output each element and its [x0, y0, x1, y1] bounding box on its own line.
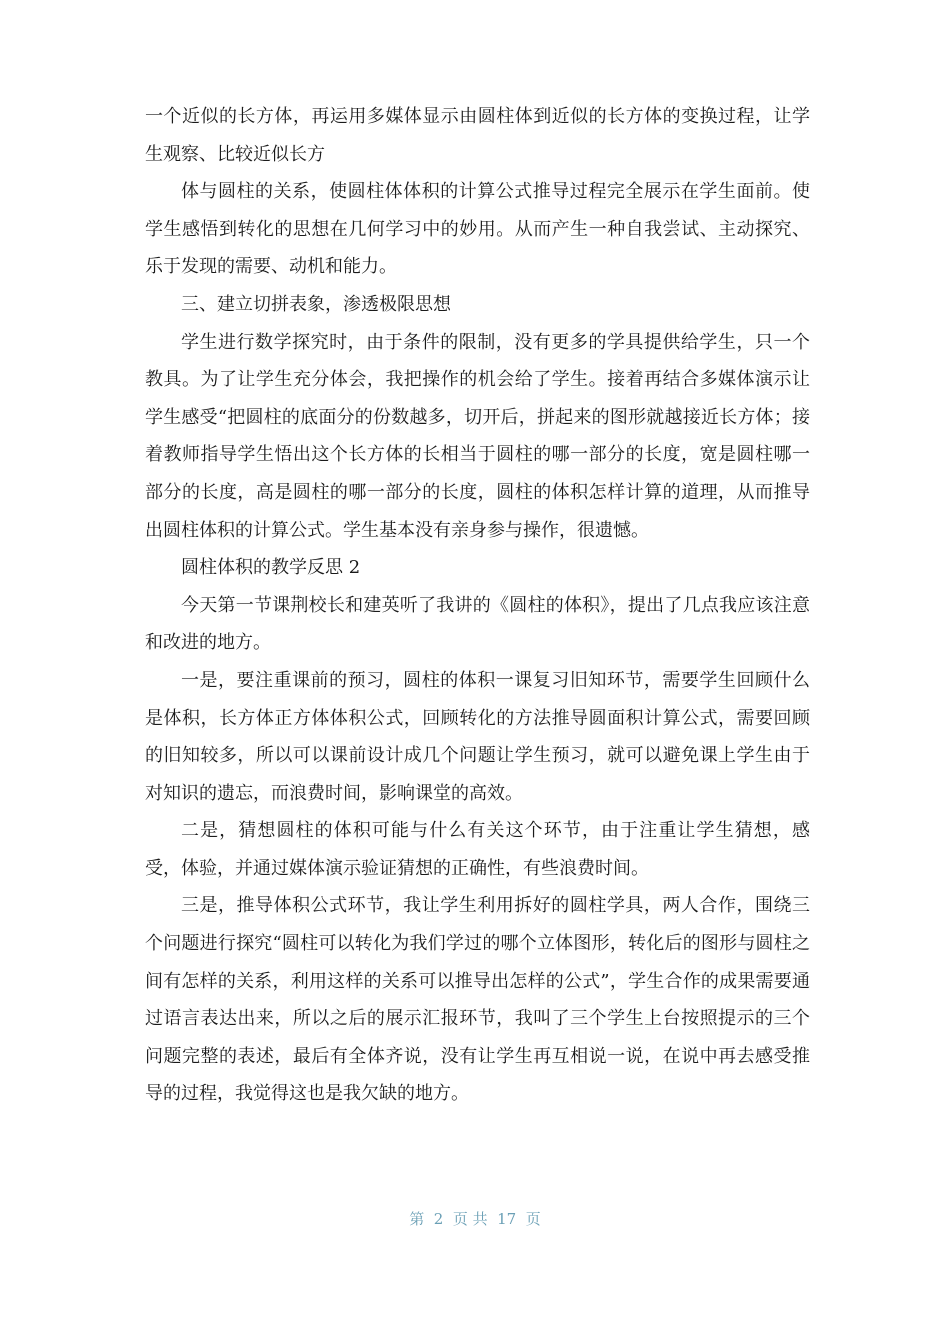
page-number: 第 2 页 共 17 页	[409, 1210, 541, 1228]
paragraph: 一是，要注重课前的预习，圆柱的体积一课复习旧知环节，需要学生回顾什么是体积，长方体正方体体积公式，回顾转化的方法推导圆面积计算公式，需要回顾的旧知较多，所以可以课前设计成几个问题让学生预习，就可以避免课上学生由于对知识的遗忘，而浪费时间，影响课堂的高效。	[145, 669, 810, 804]
section-heading: 三、建立切拼表象，渗透极限思想	[181, 293, 451, 315]
paragraph: 三是，推导体积公式环节，我让学生利用拆好的圆柱学具，两人合作，围绕三个问题进行探究“圆柱可以转化为我们学过的哪个立体图形，转化后的图形与圆柱之间有怎样的关系，利用这样的关系可以推导出怎样的公式”，学生合作的成果需要通过语言表达出来，所以之后的展示汇报环节，我叫了三个学生上台按照提示的三个问题完整的表述，最后有全体齐说，没有让学生再互相说一说，在说中再去感受推导的过程，我觉得这也是我欠缺的地方。	[145, 895, 810, 1105]
paragraph: 今天第一节课荆校长和建英听了我讲的《圆柱的体积》，提出了几点我应该注意和改进的地方。	[145, 594, 810, 654]
section-heading: 圆柱体积的教学反思 2	[181, 557, 361, 579]
paragraph: 体与圆柱的关系，使圆柱体体积的计算公式推导过程完全展示在学生面前。使学生感悟到转化的思想在几何学习中的妙用。从而产生一种自我尝试、主动探究、乐于发现的需要、动机和能力。	[145, 181, 810, 278]
document-body	[145, 98, 810, 1113]
paragraph: 一个近似的长方体，再运用多媒体显示由圆柱体到近似的长方体的变换过程，让学生观察、比较近似长方	[145, 106, 810, 165]
paragraph: 学生进行数学探究时，由于条件的限制，没有更多的学具提供给学生，只一个教具。为了让学生充分体会，我把操作的机会给了学生。接着再结合多媒体演示让学生感受“把圆柱的底面分的份数越多，切开后，拼起来的图形就越接近长方体；接着教师指导学生悟出这个长方体的长相当于圆柱的哪一部分的长度，宽是圆柱哪一部分的长度，高是圆柱的哪一部分的长度，圆柱的体积怎样计算的道理，从而推导出圆柱体积的计算公式。学生基本没有亲身参与操作，很遗憾。	[145, 331, 810, 541]
paragraph: 二是，猜想圆柱的体积可能与什么有关这个环节，由于注重让学生猜想，感受，体验，并通过媒体演示验证猜想的正确性，有些浪费时间。	[145, 820, 810, 879]
